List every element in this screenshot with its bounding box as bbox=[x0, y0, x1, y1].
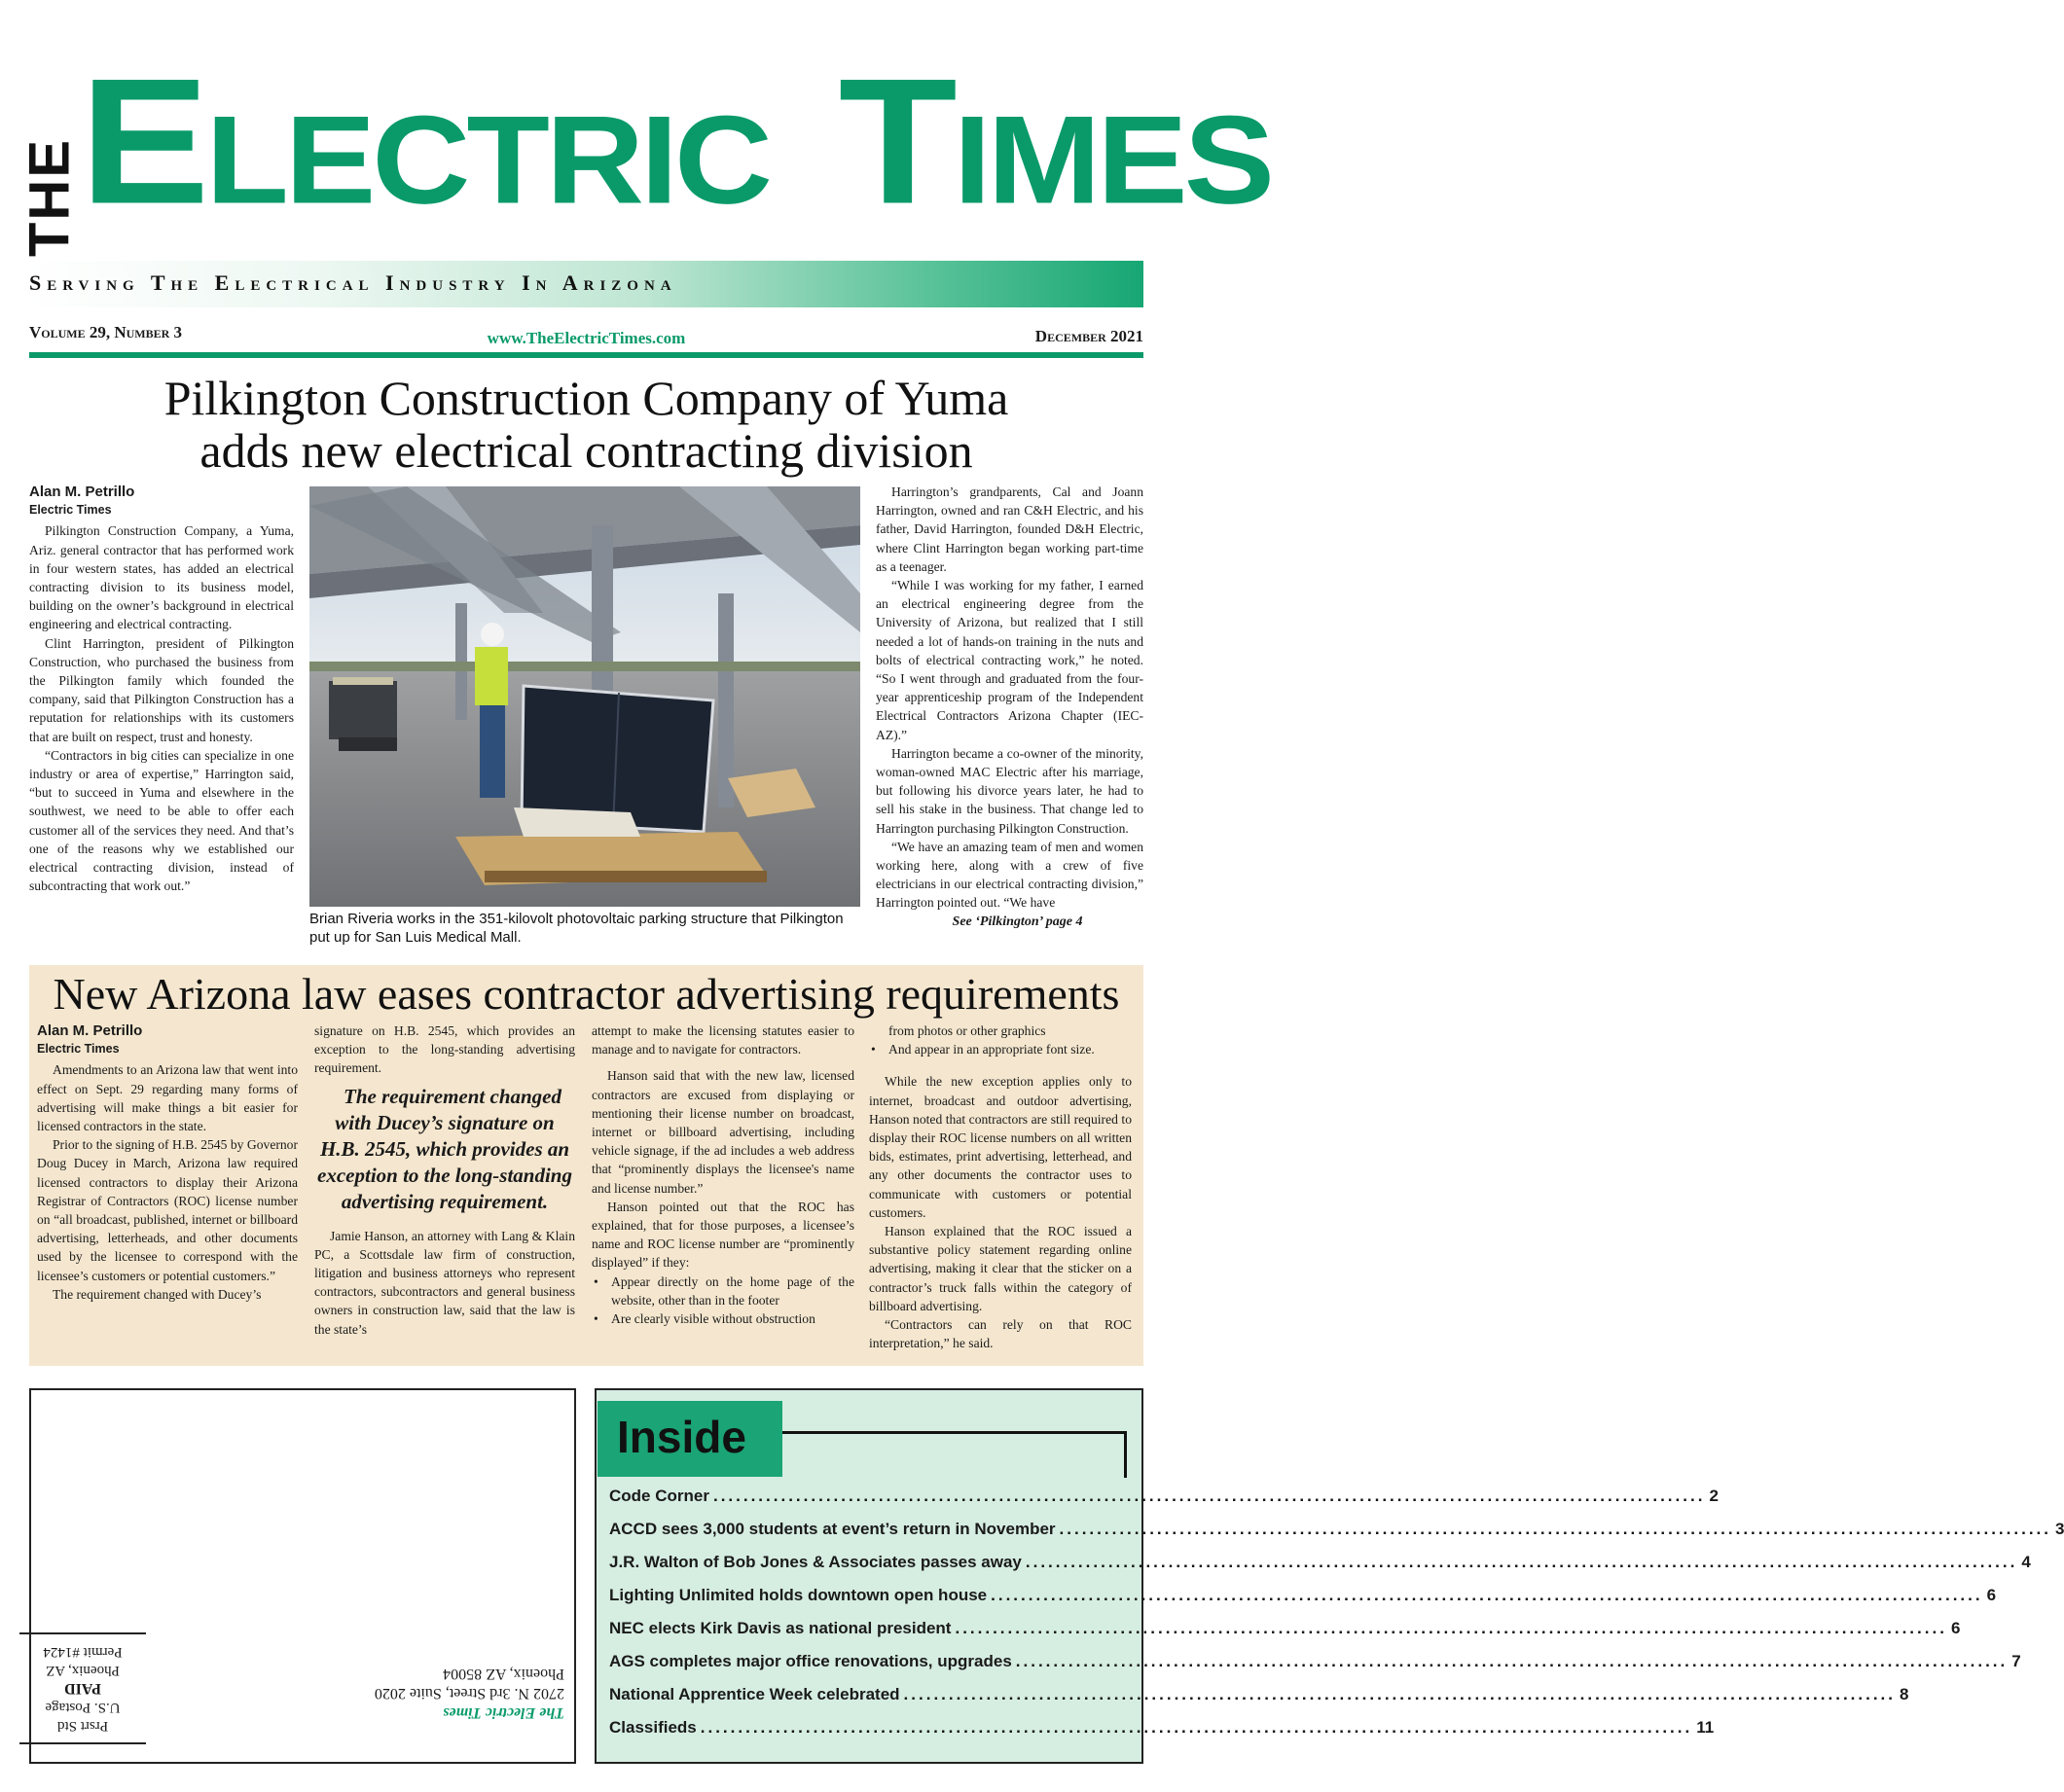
lead-column-right bbox=[876, 483, 1143, 931]
inside-rule-vertical bbox=[1124, 1431, 1127, 1478]
masthead bbox=[18, 41, 1272, 292]
law-headline: New Arizona law eases contractor advertising requirements bbox=[53, 969, 1120, 1019]
toc-item[interactable]: Code Corner ..... 2 bbox=[609, 1487, 1130, 1520]
masthead-rule bbox=[29, 352, 1143, 358]
toc-item[interactable]: Lighting Unlimited holds downtown open house ..... 6 bbox=[609, 1586, 1130, 1619]
paragraph: “We have an amazing team of men and women working here, along with a crew of five electricians in our electrical contracting division,” Harrington pointed out. “We have bbox=[876, 839, 1143, 911]
continued-link[interactable]: See ‘Pilkington’ page 4 bbox=[952, 914, 1083, 929]
paragraph: from photos or other graphics bbox=[888, 1023, 1046, 1038]
paragraph: Hanson explained that the ROC issued a substantive policy statement regarding online advertising, making it clear that the sticker on a contractor’s truck falls within the category of billboard advertising. bbox=[869, 1224, 1132, 1313]
solar-panel-photo bbox=[309, 486, 860, 907]
issue-date: December 2021 bbox=[1034, 327, 1143, 345]
lead-headline: Pilkington Construction Company of Yuma adds new electrical contracting division bbox=[163, 371, 1009, 478]
byline-author: Alan M. Petrillo bbox=[29, 484, 135, 500]
return-address: The Electric Times 2702 N. 3rd Street, Suite 2020 Phoenix, AZ 85004 bbox=[374, 1666, 564, 1721]
law-column-2 bbox=[314, 1021, 575, 1339]
paragraph: Harrington became a co-owner of the minority, woman-owned MAC Electric after his marriage, but following his divorce years later, he had to sell his stake in the business. That change led to Harrington purchasing Pilkington Construction. bbox=[876, 745, 1143, 836]
paragraph: Hanson said that with the new law, licensed contractors are excused from displaying or mentioning their license number on broadcast, internet or billboard advertising, including vehicle signage, if the ad includes a web address that “prominently displays the licensee's name and license number.” bbox=[592, 1068, 854, 1196]
toc-item[interactable]: J.R. Walton of Bob Jones & Associates passes away ..... 4 bbox=[609, 1553, 1130, 1586]
issue-meta bbox=[29, 323, 1143, 348]
paragraph: The requirement changed with Ducey’s bbox=[53, 1286, 262, 1302]
masthead-title: ELECTRIC TIMES bbox=[80, 41, 1272, 242]
toc-item[interactable]: Classifieds ..... 11 bbox=[609, 1718, 1130, 1751]
paragraph: “Contractors in big cities can specialize in one industry or area of expertise,” Harrington said, “but to succeed in Yuma and elsewhere in the southwest, we need to be able to offer each customer all of the services they need. And that’s one of the reasons why we established our electrical contracting division, instead of subcontracting that work out.” bbox=[29, 747, 294, 894]
toc-item[interactable]: ACCD sees 3,000 students at event’s return in November ..... 3 bbox=[609, 1520, 1130, 1553]
photo-illustration bbox=[309, 486, 860, 907]
law-column-4 bbox=[869, 1021, 1132, 1352]
masthead-the: THE bbox=[18, 138, 82, 257]
paragraph: Harrington’s grandparents, Cal and Joann Harrington, owned and ran C&H Electric, and his father, David Harrington, founded D&H Electric, where Clint Harrington began working part-time as a teenager. bbox=[876, 484, 1143, 574]
paragraph: While the new exception applies only to internet, broadcast and outdoor advertising, Hanson noted that contractors are still required to display their ROC license numbers on all written bids, estimates, print advertising, letterhead, and any other documents the contractor uses to communicate with customers or potential customers. bbox=[869, 1074, 1132, 1220]
website-link[interactable]: www.TheElectricTimes.com bbox=[487, 329, 686, 347]
paragraph: Amendments to an Arizona law that went into effect on Sept. 29 regarding many forms of advertising will make things a bit easier for licensed contractors in the state. bbox=[37, 1062, 298, 1134]
criteria-list bbox=[592, 1272, 854, 1329]
paragraph: attempt to make the licensing statutes easier to manage and to navigate for contractors. bbox=[592, 1023, 854, 1057]
photo-caption: Brian Riveria works in the 351-kilovolt photovoltaic parking structure that Pilkington put up for San Luis Medical Mall. bbox=[309, 911, 844, 946]
paragraph: Clint Harrington, president of Pilkington Construction, who purchased the business from the Pilkington family which founded the company, said that Pilkington Construction has a reputation for relationships with its customers that are built on respect, trust and honesty. bbox=[29, 635, 294, 744]
pull-quote: The requirement changed with Ducey’s signature on H.B. 2545, which provides an exception to the long-standing advertising requirement. bbox=[317, 1084, 572, 1213]
inside-rule bbox=[782, 1431, 1127, 1434]
postage-indicia: Prsrt Std U.S. Postage PAID Phoenix, AZ Permit #1424 bbox=[19, 1573, 146, 1744]
byline-author: Alan M. Petrillo bbox=[37, 1022, 143, 1039]
law-column-3 bbox=[592, 1021, 854, 1328]
paragraph: Jamie Hanson, an attorney with Lang & Klain PC, a Scottsdale law firm of construction, litigation and business attorneys who represent contractors, subcontractors and general business owners in construction law, said that the law is the state’s bbox=[314, 1228, 575, 1337]
list-item: • And appear in an appropriate font size. bbox=[869, 1040, 1132, 1058]
byline-org: Electric Times bbox=[37, 1042, 120, 1057]
criteria-list bbox=[869, 1040, 1132, 1058]
tagline: Serving The Electrical Industry In Arizona bbox=[29, 270, 677, 295]
toc-item[interactable]: NEC elects Kirk Davis as national president ..... 6 bbox=[609, 1619, 1130, 1652]
byline-org: Electric Times bbox=[29, 503, 112, 518]
paragraph: Hanson pointed out that the ROC has explained, that for those purposes, a licensee’s name and ROC license number are “prominently displayed” if they: bbox=[592, 1199, 854, 1271]
paragraph: signature on H.B. 2545, which provides an exception to the long-standing advertising requirement. bbox=[314, 1023, 575, 1076]
inside-title: Inside bbox=[597, 1401, 782, 1477]
lead-column-left bbox=[29, 483, 294, 895]
toc-item[interactable]: National Apprentice Week celebrated ..... 8 bbox=[609, 1685, 1130, 1718]
table-of-contents bbox=[609, 1487, 2064, 1751]
volume-number: Volume 29, Number 3 bbox=[29, 323, 183, 341]
tagline-bar bbox=[29, 261, 1143, 307]
list-item: • Are clearly visible without obstruction bbox=[592, 1309, 854, 1328]
paragraph: “While I was working for my father, I earned an electrical engineering degree from the University of Arizona, but realized that I still needed a lot of hands-on training in the nuts and bolts of electrical contracting work,” he noted. “So I went through and graduated from the four-year apprenticeship program of the Independent Electrical Contractors Arizona Chapter (IEC-AZ).” bbox=[876, 578, 1143, 742]
paragraph: Pilkington Construction Company, a Yuma, Ariz. general contractor that has performed work in four western states, has added an electrical contracting division to its business model, building on the owner’s background in electrical engineering and electrical contracting. bbox=[29, 523, 294, 632]
paragraph: Prior to the signing of H.B. 2545 by Governor Doug Ducey in March, Arizona law required licensed contractors to display their Arizona Registrar of Contractors (ROC) license number on “all broadcast, published, internet or billboard advertising, letterheads, and other documents used by the licensee to correspond with the licensee’s customers or potential customers.” bbox=[37, 1137, 298, 1283]
paragraph: “Contractors can rely on that ROC interpretation,” he said. bbox=[869, 1317, 1132, 1351]
list-item: • Appear directly on the home page of the website, other than in the footer bbox=[592, 1272, 854, 1309]
toc-item[interactable]: AGS completes major office renovations, upgrades ..... 7 bbox=[609, 1652, 1130, 1685]
law-column-1 bbox=[37, 1021, 298, 1304]
